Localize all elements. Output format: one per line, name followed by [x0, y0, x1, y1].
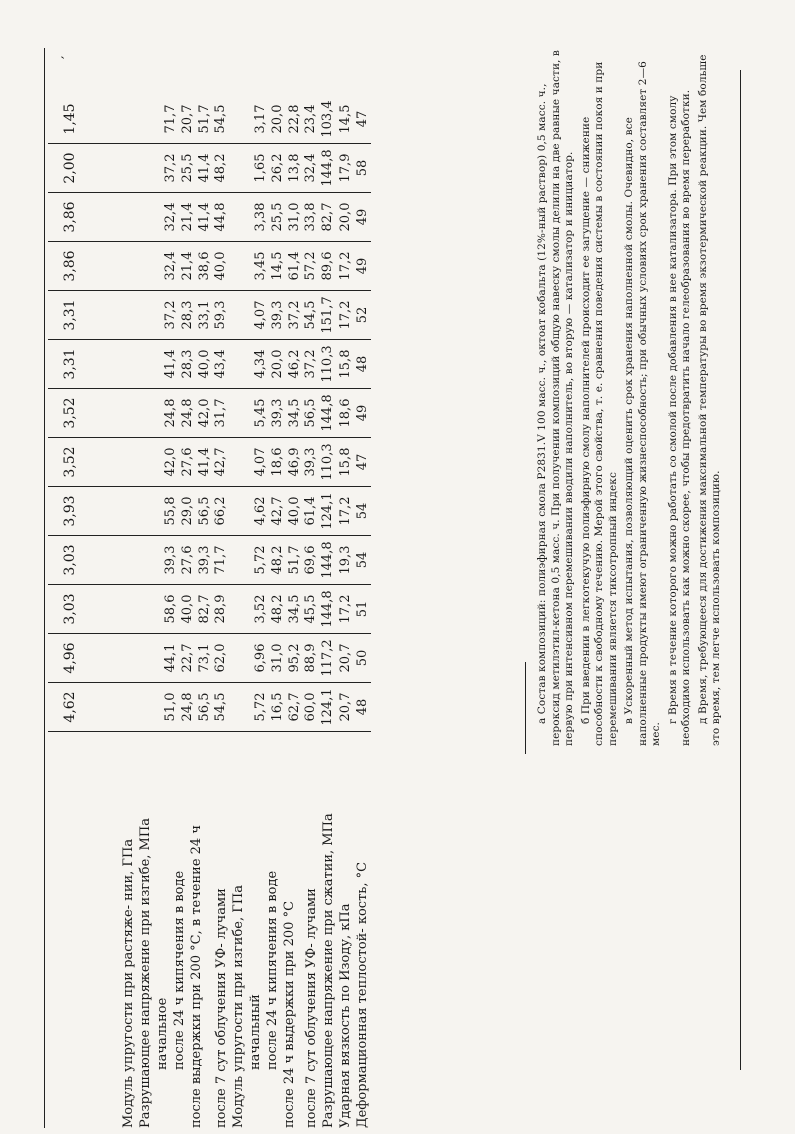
header-value: 1,45 — [48, 95, 120, 144]
flex-value-cell — [120, 536, 213, 585]
header-value: 2,00 — [48, 144, 120, 193]
flex-value-cell — [120, 291, 213, 340]
label-heat: после выдержки при 200 °С, в течение 24 ч — [189, 825, 204, 1128]
modflex-value-cell — [230, 487, 303, 536]
izod-label-cell — [337, 732, 371, 1129]
compression-value: 144,8 — [320, 389, 337, 438]
izod-value-cell — [337, 193, 371, 242]
header-value: 3,52 — [48, 389, 120, 438]
modflex-values: 5,72 16,5 62,7 — [253, 692, 302, 722]
izod-value-cell — [337, 683, 371, 732]
modflex-values: 4,07 39,3 37,2 — [253, 300, 302, 330]
modflex-value-cell — [230, 634, 303, 683]
modflex-values: 4,07 18,6 46,9 — [253, 447, 302, 477]
modflex-labels — [230, 732, 303, 1129]
uv2-value: 32,4 — [303, 144, 320, 193]
uv2-value: 57,2 — [303, 242, 320, 291]
modflex-value-cell — [230, 683, 303, 732]
modflex-values: 1,65 26,2 13,8 — [253, 153, 302, 183]
flex-value-cell — [120, 585, 213, 634]
uv-value: 71,7 — [213, 536, 230, 585]
izod-values: 20,0 49 — [338, 202, 370, 232]
uv-value: 66,2 — [213, 487, 230, 536]
flex-values: 37,2 25,5 41,4 — [163, 153, 212, 183]
label-uv: после 7 сут облучения УФ- лучами — [214, 888, 229, 1128]
flex-value-cell — [120, 95, 213, 144]
modflex-values: 6,96 31,0 95,2 — [253, 643, 302, 673]
label-uv2: после 7 сут облучения УФ- лучами — [304, 888, 319, 1128]
compression-value: 124,1 — [320, 487, 337, 536]
modflex-value-cell — [230, 95, 303, 144]
flex-value-cell — [120, 389, 213, 438]
modflex-values: 4,62 42,7 40,0 — [253, 496, 302, 526]
header-value: 3,31 — [48, 291, 120, 340]
modflex-value-cell — [230, 193, 303, 242]
izod-values: 20,7 50 — [338, 643, 370, 673]
uv-value: 48,2 — [213, 144, 230, 193]
flex-values: 51,0 24,8 56,5 — [163, 692, 212, 722]
flex-value-cell — [120, 340, 213, 389]
uv-value: 54,5 — [213, 692, 228, 722]
uv2-value: 56,5 — [303, 389, 320, 438]
flex-values: 24,8 24,8 42,0 — [163, 398, 212, 428]
izod-value-cell — [337, 634, 371, 683]
izod-values: 18,6 49 — [338, 398, 370, 428]
modflex-values: 3,45 14,5 61,4 — [253, 251, 302, 281]
flex-block-labels — [120, 732, 213, 1129]
modflex-values: 3,52 48,2 34,5 — [253, 594, 302, 624]
modflex-value-cell — [230, 291, 303, 340]
flex-value-cell — [120, 242, 213, 291]
uv-label-cell — [213, 732, 230, 1129]
header-value: 3,03 — [48, 585, 120, 634]
header-value: 3,93 — [48, 487, 120, 536]
modflex-value-cell — [230, 144, 303, 193]
izod-values: 17,2 52 — [338, 300, 370, 330]
corner-mark: ′ — [60, 55, 76, 59]
modflex-values: 4,34 20,0 46,2 — [253, 349, 302, 379]
flex-value-cell — [120, 683, 213, 732]
header-row — [48, 95, 120, 1128]
label-boil2: после 24 ч кипячения в воде — [265, 870, 280, 1070]
flex-values: 44,1 22,7 73,1 — [163, 643, 212, 673]
modflex-value-cell — [230, 536, 303, 585]
flex-value-cell — [120, 193, 213, 242]
compression-value: 144,8 — [320, 144, 337, 193]
compression-value: 117,2 — [320, 634, 337, 683]
header-value: 4,62 — [62, 691, 78, 723]
compression-label-cell — [320, 732, 337, 1129]
izod-value-cell — [337, 487, 371, 536]
footnote-rule — [525, 662, 526, 754]
uv2-value: 39,3 — [303, 438, 320, 487]
flex-values: 41,4 28,3 40,0 — [163, 349, 212, 379]
label-modulus-flex: Модуль упругости при изгибе, ГПа — [231, 885, 246, 1128]
uv-value: 62,0 — [213, 634, 230, 683]
uv-value: 40,0 — [213, 242, 230, 291]
compression-value: 144,8 — [320, 536, 337, 585]
uv-value: 42,7 — [213, 438, 230, 487]
flex-values: 58,6 40,0 82,7 — [163, 594, 212, 624]
uv2-value: 33,8 — [303, 193, 320, 242]
modflex-values: 3,38 25,5 31,0 — [253, 202, 302, 232]
uv2-value: 69,6 — [303, 536, 320, 585]
uv2-value: 61,4 — [303, 487, 320, 536]
compression-value: 103,4 — [320, 95, 337, 144]
izod-value-cell — [337, 144, 371, 193]
compression-value: 151,7 — [320, 291, 337, 340]
uv-value: 31,7 — [213, 389, 230, 438]
izod-values: 17,9 58 — [338, 153, 370, 183]
table-bottom-rule — [740, 70, 741, 1070]
footnote-d: г Время в течение которого можно работать со смолой после добавления в нее катализатора. При этом смолу необходимо использовать как можно скорее, чтобы предотвратить начало гелеобразования во время переработки. — [666, 89, 692, 746]
header-value: 3,86 — [48, 242, 120, 291]
compression-value: 110,3 — [320, 340, 337, 389]
header-value: 3,31 — [48, 340, 120, 389]
flex-values: 71,7 20,7 51,7 — [163, 104, 212, 134]
flex-values: 42,0 27,6 41,4 — [163, 447, 212, 477]
label-boil: после 24 ч кипячения в воде — [172, 870, 187, 1070]
label-heat2: после 24 ч выдержки при 200 °С — [282, 900, 297, 1128]
izod-values: 17,2 49 — [338, 251, 370, 281]
izod-value-cell — [337, 291, 371, 340]
label-compression: Разрушающее напряжение при сжатии, МПа — [321, 813, 336, 1128]
flex-block-row — [120, 95, 213, 1128]
compression-value: 89,6 — [320, 242, 337, 291]
modflex-value-cell — [230, 389, 303, 438]
flex-value-cell — [120, 487, 213, 536]
flex-values: 32,4 21,4 38,6 — [163, 251, 212, 281]
uv2-value: 23,4 — [303, 95, 320, 144]
uv2-row — [303, 95, 320, 1128]
modflex-value-cell — [230, 242, 303, 291]
izod-value-cell — [337, 340, 371, 389]
label-initial2: начальный — [248, 994, 263, 1070]
compression-row — [320, 95, 337, 1128]
izod-values: 15,8 48 — [338, 349, 370, 379]
modflex-value-cell — [230, 438, 303, 487]
izod-values: 20,7 48 — [338, 692, 370, 722]
izod-value-cell — [337, 389, 371, 438]
modflex-values: 5,72 48,2 51,7 — [253, 545, 302, 575]
izod-value-cell — [337, 95, 371, 144]
footnote-c: в Ускоренный метод испытания, позволяющий оценить срок хранения наполненной смолы. Очевидно, все наполненные продукты имеют ограниченную жизнеспособность; при обычных условиях срок хранения составляет 2—6 мес. — [623, 61, 662, 746]
modflex-values: 5,45 39,3 34,5 — [253, 398, 302, 428]
flex-values: 32,4 21,4 41,4 — [163, 202, 212, 232]
flex-values: 55,8 29,0 56,5 — [163, 496, 212, 526]
properties-table — [48, 95, 371, 1128]
uv2-value: 60,0 — [303, 692, 318, 722]
table-top-rule — [44, 48, 45, 1128]
flex-value-cell — [120, 438, 213, 487]
modflex-value-cell — [230, 340, 303, 389]
uv-row — [213, 95, 230, 1128]
header-value: 3,03 — [48, 536, 120, 585]
footnote-e: д Время, требующееся для достижения максимальной температуры во время экзотермической реакции. Чем больше это время, тем легче использовать композицию. — [696, 54, 722, 746]
modflex-block-row — [230, 95, 303, 1128]
label-deformation: Деформационная теплостой- кость, °С — [355, 861, 370, 1128]
uv-value: 59,3 — [213, 291, 230, 340]
izod-value-cell — [337, 242, 371, 291]
footnotes — [536, 46, 727, 746]
izod-value-cell — [337, 536, 371, 585]
izod-value-cell — [337, 438, 371, 487]
flex-value-cell — [120, 634, 213, 683]
header-value: 3,86 — [48, 193, 120, 242]
footnote-a: а Состав композиций: полиэфирная смола P2831.V 100 масс. ч., октоат кобальта (12%-ный раствор) 0,5 масс. ч., пероксид метилэтил-кетона 0,5 масс. ч. При получении композиций общую навеску смолы делили на две равные части, в первую при интенсивном перемешивании вводили наполнитель, во вторую — катализатор и инициатор. — [536, 50, 575, 746]
compression-value: 144,8 — [320, 585, 337, 634]
uv-value: 54,5 — [213, 95, 230, 144]
label-modulus-tension: Модуль упругости при растяже- нии, ГПа — [121, 838, 136, 1128]
label-initial: начальное — [155, 997, 170, 1070]
uv2-value: 37,2 — [303, 340, 320, 389]
uv2-label-cell — [303, 732, 320, 1129]
header-value: 3,52 — [48, 438, 120, 487]
flex-values: 39,3 27,6 39,3 — [163, 545, 212, 575]
label-izod: Ударная вязкость по Изоду, кПа — [338, 903, 353, 1128]
izod-values: 14,5 47 — [338, 104, 370, 134]
compression-value: 124,1 — [320, 688, 335, 726]
uv-value: 44,8 — [213, 193, 230, 242]
uv2-value: 45,5 — [303, 585, 320, 634]
uv-value: 28,9 — [213, 585, 230, 634]
label-flex-strength: Разрушающее напряжение при изгибе, МПа — [138, 818, 153, 1128]
izod-value-cell — [337, 585, 371, 634]
footnote-b: б При введении в легкотекучую полиэфирную смолу наполнителей происходит ее загущение — снижение способности к свободному течению. Мерой этого свойства, т. е. сравнения поведения системы в состоянии покоя и при перемешивании является тиксотропный индекс — [579, 61, 619, 746]
uv-value: 43,4 — [213, 340, 230, 389]
header-label-cell — [48, 732, 120, 1129]
flex-values: 37,2 28,3 33,1 — [163, 300, 212, 330]
modflex-values: 3,17 20,0 22,8 — [253, 104, 302, 134]
uv2-value: 54,5 — [303, 291, 320, 340]
flex-value-cell — [120, 144, 213, 193]
izod-values: 17,2 54 — [338, 496, 370, 526]
modflex-value-cell — [230, 585, 303, 634]
izod-deformation-row — [337, 95, 371, 1128]
izod-values: 19,3 54 — [338, 545, 370, 575]
izod-values: 17,2 51 — [338, 594, 370, 624]
izod-values: 15,8 47 — [338, 447, 370, 477]
uv2-value: 88,9 — [303, 634, 320, 683]
compression-value: 110,3 — [320, 438, 337, 487]
header-value: 4,96 — [48, 634, 120, 683]
compression-value: 82,7 — [320, 193, 337, 242]
